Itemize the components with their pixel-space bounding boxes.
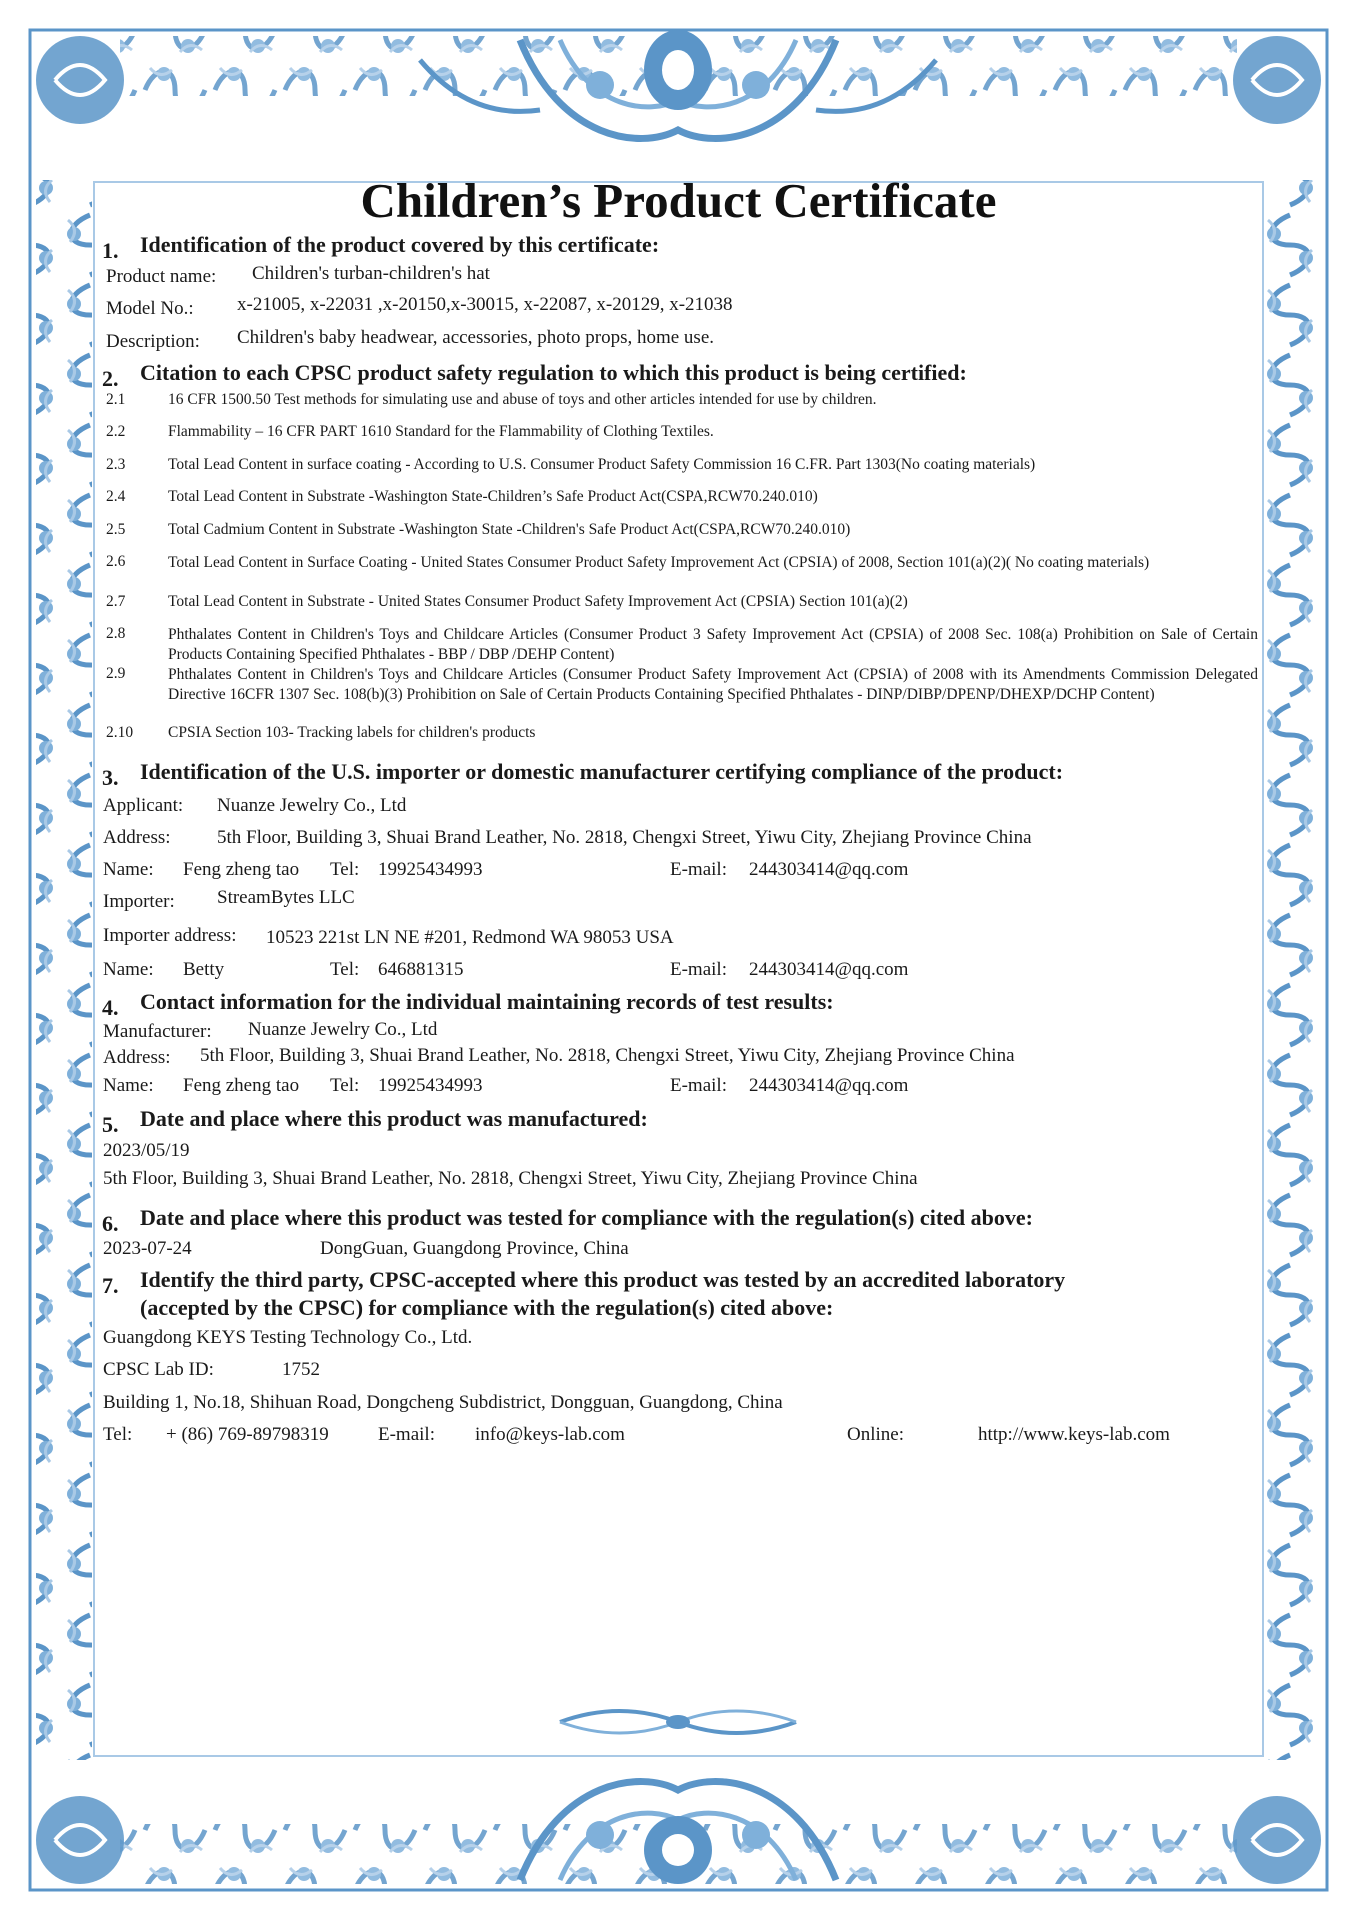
section-1-number: 1. (102, 238, 119, 263)
tel-label: Tel: (330, 1075, 360, 1096)
email-label: E-mail: (670, 1075, 727, 1096)
citation-text: Total Lead Content in surface coating - According to U.S. Consumer Product Safety Commission 16 C.FR. Part 1303(No coating materials) (168, 456, 1036, 473)
test-date: 2023-07-24 (103, 1238, 192, 1259)
citation-number: 2.8 (106, 625, 126, 642)
email-label: E-mail: (670, 959, 727, 980)
model-label: Model No.: (106, 298, 194, 319)
product-name-value: Children's turban-children's hat (252, 263, 490, 284)
citation-number: 2.1 (106, 391, 126, 408)
name-value: Betty (183, 959, 225, 980)
importer-address-value: 10523 221st LN NE #201, Redmond WA 98053 USA (266, 927, 674, 948)
tel-value: 19925434993 (378, 1075, 483, 1096)
section-7-number: 7. (102, 1273, 119, 1298)
citation-text: Total Lead Content in Substrate -Washington State-Children’s Safe Product Act(CSPA,RCW70.240.010) (168, 488, 818, 505)
tel-label: Tel: (330, 959, 360, 980)
citation-number: 2.4 (106, 488, 126, 505)
section-5-heading: Date and place where this product was manufactured: (140, 1106, 648, 1131)
citation-text: 16 CFR 1500.50 Test methods for simulating use and abuse of toys and other articles intended for use by children. (168, 391, 877, 408)
applicant-value: Nuanze Jewelry Co., Ltd (217, 795, 407, 816)
section-7-heading-line2: (accepted by the CPSC) for compliance with the regulation(s) cited above: (140, 1295, 834, 1320)
section-4-heading: Contact information for the individual maintaining records of test results: (140, 989, 834, 1014)
importer-address-label: Importer address: (103, 925, 237, 946)
manufacture-place: 5th Floor, Building 3, Shuai Brand Leather, No. 2818, Chengxi Street, Yiwu City, Zhejiang Province China (103, 1168, 918, 1189)
citation-number: 2.7 (106, 593, 126, 610)
description-label: Description: (106, 331, 200, 352)
section-2-number: 2. (102, 366, 119, 391)
importer-label: Importer: (103, 891, 175, 912)
citation-number: 2.9 (106, 665, 126, 682)
test-place: DongGuan, Guangdong Province, China (320, 1238, 629, 1259)
section-1-heading: Identification of the product covered by this certificate: (140, 232, 660, 257)
citation-number: 2.5 (106, 521, 126, 538)
address-label: Address: (103, 827, 171, 848)
email-value: 244303414@qq.com (749, 1075, 909, 1096)
email-value: 244303414@qq.com (749, 859, 909, 880)
section-6-heading: Date and place where this product was tested for compliance with the regulation(s) cited above: (140, 1205, 1033, 1230)
name-label: Name: (103, 959, 154, 980)
name-label: Name: (103, 859, 154, 880)
lab-tel-value: + (86) 769-89798319 (166, 1424, 329, 1445)
section-2-heading: Citation to each CPSC product safety regulation to which this product is being certified: (140, 360, 967, 385)
lab-online-link[interactable]: http://www.keys-lab.com (978, 1424, 1170, 1445)
lab-email-value: info@keys-lab.com (475, 1424, 625, 1445)
model-value: x-21005, x-22031 ,x-20150,x-30015, x-22087, x-20129, x-21038 (237, 294, 733, 315)
name-label: Name: (103, 1075, 154, 1096)
section-5-number: 5. (102, 1112, 119, 1137)
address-label: Address: (103, 1047, 171, 1068)
address-value: 5th Floor, Building 3, Shuai Brand Leather, No. 2818, Chengxi Street, Yiwu City, Zhejiang Province China (217, 827, 1032, 848)
section-3-number: 3. (102, 765, 119, 790)
lab-name: Guangdong KEYS Testing Technology Co., Ltd. (103, 1327, 473, 1348)
citation-number: 2.6 (106, 553, 126, 570)
citation-number: 2.3 (106, 456, 126, 473)
lab-address: Building 1, No.18, Shihuan Road, Dongcheng Subdistrict, Dongguan, Guangdong, China (103, 1392, 783, 1413)
citation-number: 2.2 (106, 423, 126, 440)
name-value: Feng zheng tao (183, 859, 300, 880)
tel-label: Tel: (330, 859, 360, 880)
citation-text: Total Cadmium Content in Substrate -Washington State -Children's Safe Product Act(CSPA,RCW70.240.010) (168, 521, 851, 538)
section-7-heading-line1: Identify the third party, CPSC-accepted where this product was tested by an accredited laboratory (140, 1267, 1066, 1292)
citation-text: Total Lead Content in Surface Coating - United States Consumer Product Safety Improvement Act (CPSIA) of 2008, Section 101(a)(2)( No coating materials) (168, 554, 1150, 571)
citation-text: Phthalates Content in Children's Toys and Childcare Articles (Consumer Product Safety Improvement Act (CPSIA) of 2008 with its Amendments Commission Delegated Directive 16CFR 1307 Sec. 108(b)(3) Prohibition on Sale of Certain Products Containing Specified Phthalates - DINP/DIBP/DPENP/DHEXP/DCHP Content) (168, 666, 1258, 703)
citation-text: Phthalates Content in Children's Toys and Childcare Articles (Consumer Product 3 Safety Improvement Act (CPSIA) of 2008 Sec. 108(a) Prohibition on Sale of Certain Products Containing Specified Phthalates - BBP / DBP /DEHP Content) (168, 626, 1258, 663)
lab-online-label: Online: (847, 1424, 904, 1445)
lab-tel-label: Tel: (103, 1424, 133, 1445)
citation-number: 2.10 (106, 724, 134, 741)
manufacturer-label: Manufacturer: (103, 1021, 212, 1042)
applicant-label: Applicant: (103, 795, 184, 816)
manufacture-date: 2023/05/19 (103, 1140, 190, 1161)
citation-text: CPSIA Section 103- Tracking labels for children's products (168, 724, 536, 741)
lab-id-value: 1752 (282, 1359, 320, 1380)
section-6-number: 6. (102, 1211, 119, 1236)
section-3-heading: Identification of the U.S. importer or domestic manufacturer certifying compliance of the product: (140, 759, 1064, 784)
lab-id-label: CPSC Lab ID: (103, 1359, 214, 1380)
product-name-label: Product name: (106, 266, 217, 287)
page-title: Children’s Product Certificate (360, 173, 997, 228)
name-value: Feng zheng tao (183, 1075, 300, 1096)
email-label: E-mail: (670, 859, 727, 880)
address-value: 5th Floor, Building 3, Shuai Brand Leather, No. 2818, Chengxi Street, Yiwu City, Zhejiang Province China (200, 1045, 1015, 1066)
email-value: 244303414@qq.com (749, 959, 909, 980)
lab-email-label: E-mail: (378, 1424, 435, 1445)
manufacturer-value: Nuanze Jewelry Co., Ltd (248, 1019, 438, 1040)
importer-value: StreamBytes LLC (217, 887, 355, 908)
citation-text: Total Lead Content in Substrate - United States Consumer Product Safety Improvement Act (CPSIA) Section 101(a)(2) (168, 593, 908, 610)
tel-value: 19925434993 (378, 859, 483, 880)
tel-value: 646881315 (378, 959, 464, 980)
description-value: Children's baby headwear, accessories, photo props, home use. (237, 327, 715, 348)
section-4-number: 4. (102, 995, 119, 1020)
citation-text: Flammability – 16 CFR PART 1610 Standard for the Flammability of Clothing Textiles. (168, 423, 714, 440)
